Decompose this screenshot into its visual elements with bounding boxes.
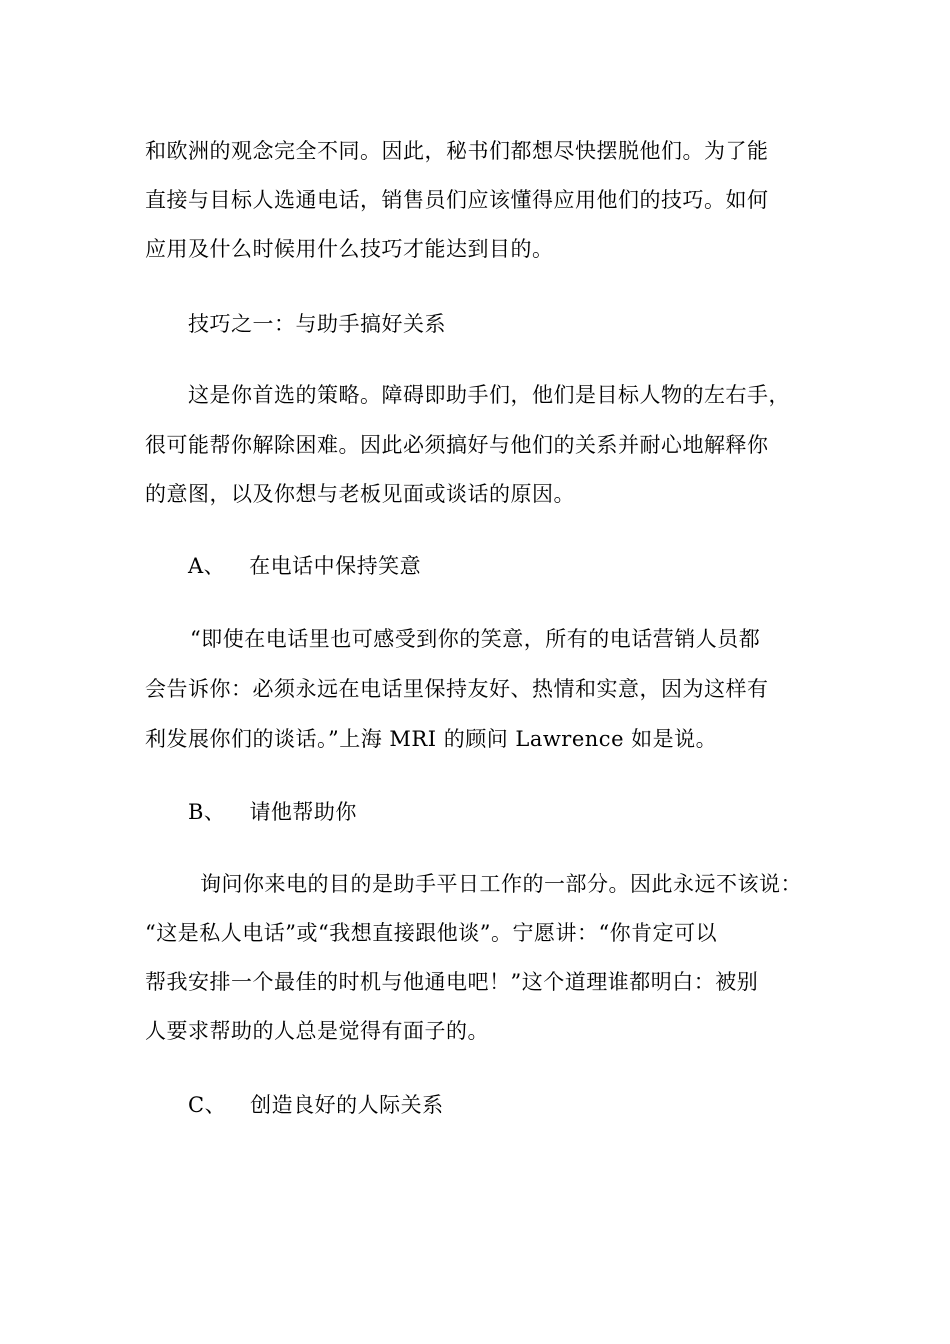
item-b-text: 请他帮助你 bbox=[249, 800, 357, 824]
paragraph-3-line-2: 会告诉你：必须永远在电话里保持友好、热情和实意，因为这样有 bbox=[145, 677, 769, 701]
paragraph-2-line-3: 的意图，以及你想与老板见面或谈话的原因。 bbox=[145, 482, 575, 506]
paragraph-4-line-3: 帮我安排一个最佳的时机与他通电吧！”这个道理谁都明白：被别 bbox=[145, 970, 759, 994]
paragraph-2-line-1: 这是你首选的策略。障碍即助手们，他们是目标人物的左右手， bbox=[188, 383, 790, 407]
paragraph-3-line-1: “即使在电话里也可感受到你的笑意，所有的电话营销人员都 bbox=[190, 627, 761, 651]
paragraph-1-line-1: 和欧洲的观念完全不同。因此，秘书们都想尽快摆脱他们。为了能 bbox=[145, 139, 769, 163]
paragraph-4-line-4: 人要求帮助的人总是觉得有面子的。 bbox=[145, 1019, 489, 1043]
item-c-text: 创造良好的人际关系 bbox=[250, 1093, 444, 1117]
paragraph-2-line-2: 很可能帮你解除困难。因此必须搞好与他们的关系并耐心地解释你 bbox=[145, 433, 769, 457]
item-c-label: C、 bbox=[188, 1093, 227, 1117]
paragraph-1-line-3: 应用及什么时候用什么技巧才能达到目的。 bbox=[145, 237, 554, 261]
item-c-heading bbox=[188, 1090, 444, 1120]
heading-skill-1: 技巧之一：与助手搞好关系 bbox=[188, 312, 446, 336]
paragraph-4-line-2: “这是私人电话”或“我想直接跟他谈”。宁愿讲：“你肯定可以 bbox=[145, 921, 718, 945]
paragraph-1-line-2: 直接与目标人选通电话，销售员们应该懂得应用他们的技巧。如何 bbox=[145, 188, 769, 212]
item-a-text: 在电话中保持笑意 bbox=[249, 554, 422, 578]
item-a-heading bbox=[188, 551, 421, 581]
item-a-label: A、 bbox=[188, 554, 226, 578]
paragraph-4-line-1: 询问你来电的目的是助手平日工作的一部分。因此永远不该说： bbox=[200, 872, 802, 896]
item-b-heading bbox=[188, 797, 357, 827]
paragraph-3-line-3: 利发展你们的谈话。”上海 MRI 的顾问 Lawrence 如是说。 bbox=[145, 727, 718, 751]
item-b-label: B、 bbox=[188, 800, 226, 824]
